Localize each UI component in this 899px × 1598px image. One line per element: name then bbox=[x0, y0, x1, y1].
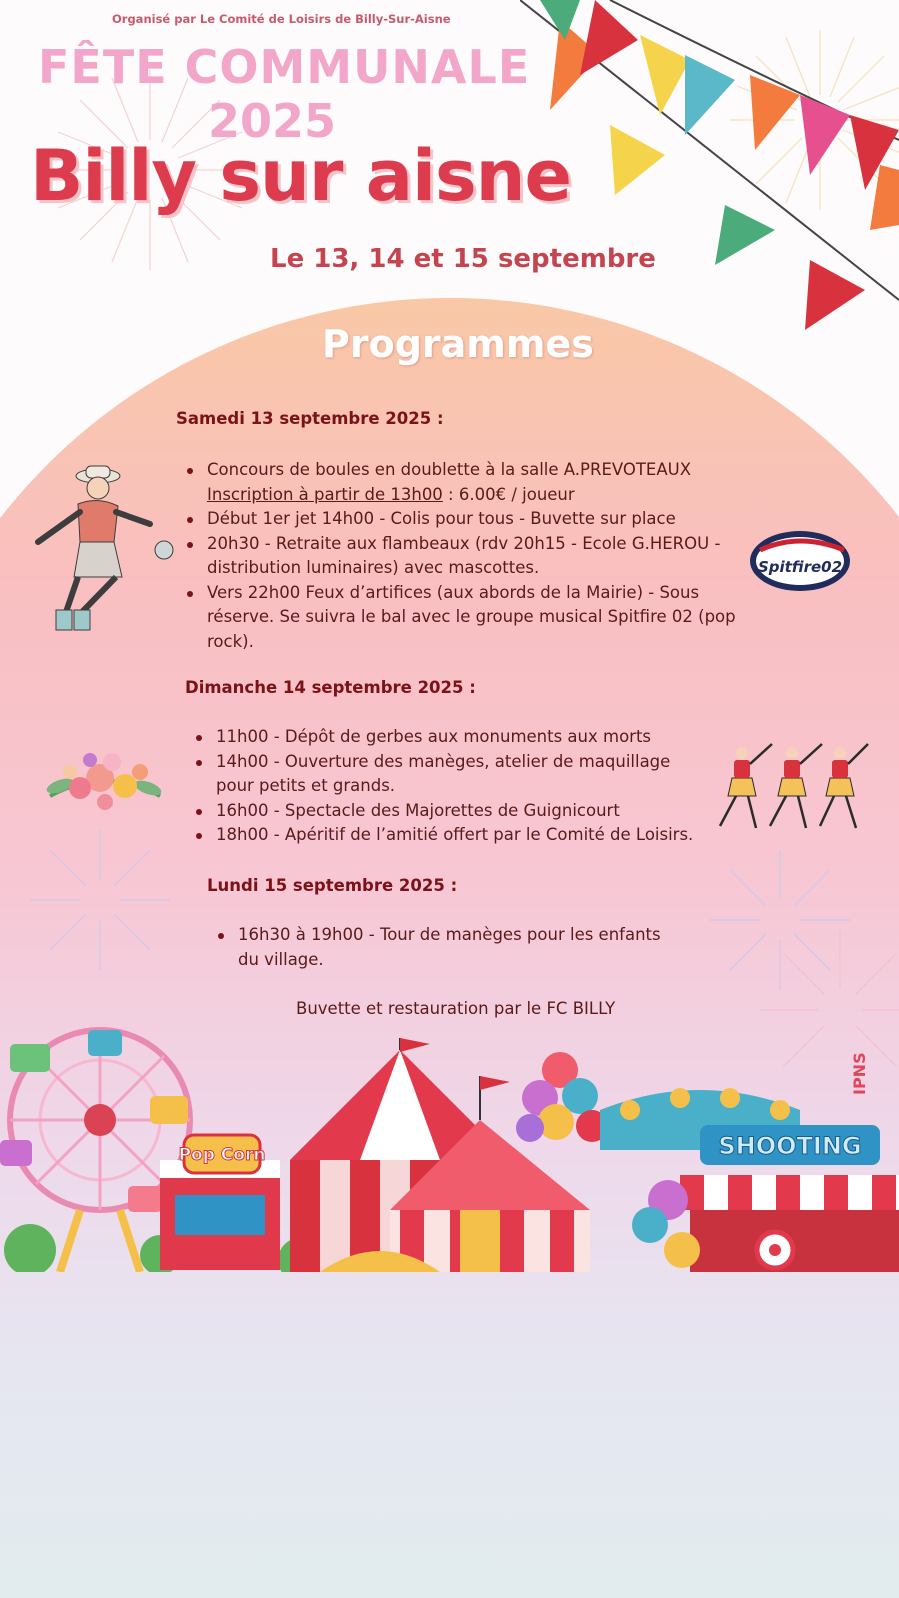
program-title: Programmes bbox=[322, 322, 594, 366]
shooting-sign: SHOOTING bbox=[718, 1132, 862, 1160]
bunting-flags bbox=[520, 0, 899, 340]
band-logo-text: Spitfire02 bbox=[757, 558, 843, 576]
list-item bbox=[185, 458, 745, 507]
monday-heading: Lundi 15 septembre 2025 : bbox=[207, 876, 458, 895]
list-item: 14h00 - Ouverture des manèges, atelier de maquillage pour petits et grands. bbox=[194, 750, 704, 799]
band-logo bbox=[748, 528, 852, 594]
event-title: FÊTE COMMUNALE bbox=[38, 40, 531, 94]
majorettes-illustration bbox=[712, 738, 872, 834]
monday-list bbox=[216, 923, 686, 972]
list-item-text: Vers 22h00 Feux d’artifices (aux abords de la Mairie) - Sous réserve. Se suivra le bal avec le groupe musical Spitfire 02 (pop rock). bbox=[207, 582, 736, 651]
balloons bbox=[516, 1052, 608, 1142]
list-item: 16h00 - Spectacle des Majorettes de Guignicourt bbox=[194, 799, 704, 824]
popcorn-sign: Pop Corn bbox=[178, 1145, 266, 1165]
shooting-booth bbox=[600, 1088, 899, 1272]
organizer-line: Organisé par Le Comité de Loisirs de Billy-Sur-Aisne bbox=[112, 12, 451, 26]
sunday-list bbox=[194, 725, 704, 848]
ipns-mark: IPNS bbox=[850, 1052, 869, 1095]
list-item bbox=[185, 581, 745, 655]
list-item: 11h00 - Dépôt de gerbes aux monuments aux morts bbox=[194, 725, 704, 750]
registration-time: Inscription à partir de 13h00 bbox=[207, 484, 443, 504]
popcorn-stand bbox=[160, 1135, 280, 1270]
event-dates: Le 13, 14 et 15 septembre bbox=[270, 244, 656, 274]
list-item: 16h30 à 19h00 - Tour de manèges pour les enfants du village. bbox=[216, 923, 686, 972]
town-name: Billy sur aisne bbox=[30, 135, 571, 217]
saturday-list bbox=[185, 458, 745, 654]
flower-bouquet-illustration bbox=[30, 736, 180, 832]
list-item-text: Début 1er jet 14h00 - Colis pour tous - Buvette sur place bbox=[207, 509, 676, 528]
saturday-heading: Samedi 13 septembre 2025 : bbox=[176, 409, 444, 428]
list-item-text: 20h30 - Retraite aux flambeaux (rdv 20h15 - Ecole G.HEROU - distribution luminaires) avec mascottes. bbox=[207, 533, 721, 577]
list-item bbox=[185, 507, 745, 532]
registration-price: : 6.00€ / joueur bbox=[442, 484, 575, 504]
sunday-heading: Dimanche 14 septembre 2025 : bbox=[185, 678, 476, 697]
catering-note: Buvette et restauration par le FC BILLY bbox=[296, 999, 616, 1018]
event-year: 2025 bbox=[208, 94, 337, 148]
fairground-scene bbox=[0, 1010, 899, 1272]
list-item-text: Concours de boules en doublette à la salle A.PREVOTEAUX bbox=[207, 460, 692, 479]
list-item: 18h00 - Apéritif de l’amitié offert par le Comité de Loisirs. bbox=[194, 823, 704, 848]
list-item bbox=[185, 532, 745, 581]
petanque-player-illustration bbox=[18, 462, 178, 642]
